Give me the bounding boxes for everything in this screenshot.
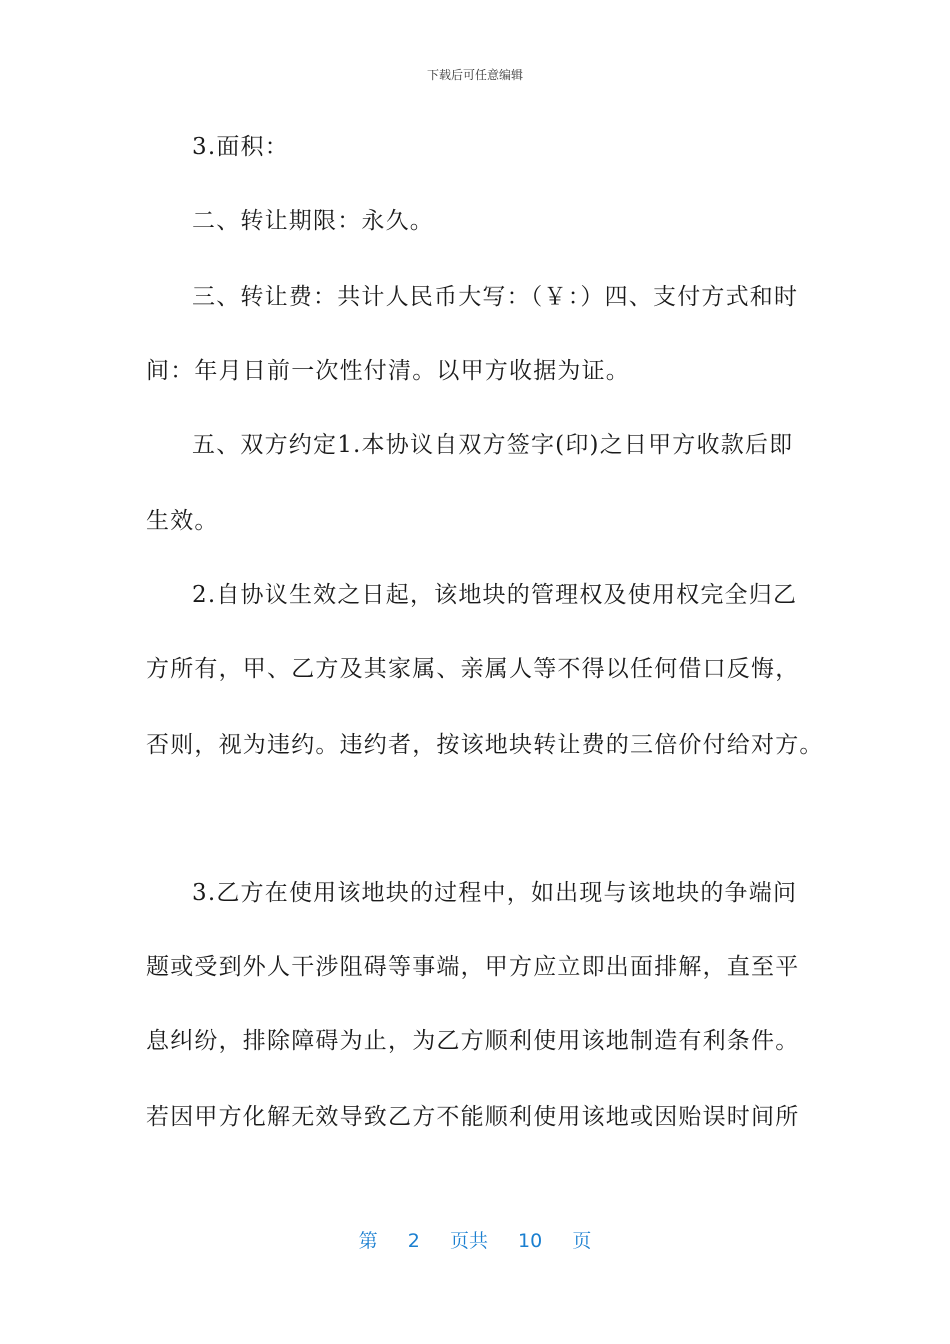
paragraph-line: 间：年月日前一次性付清。以甲方收据为证。 (146, 358, 630, 384)
footer-total-pages: 10 (518, 1230, 543, 1252)
paragraph-line: 二、转让期限：永久。 (192, 208, 434, 234)
footer-label-pages: 页 (572, 1230, 592, 1252)
page-footer (0, 1226, 950, 1253)
paragraph-line: 否则，视为违约。违约者，按该地块转让费的三倍价付给对方。 (146, 732, 824, 758)
paragraph-line: 方所有，甲、乙方及其家属、亲属人等不得以任何借口反悔， (146, 656, 800, 682)
paragraph-line: 题或受到外人干涉阻碍等事端，甲方应立即出面排解，直至平 (146, 954, 800, 980)
paragraph-line: 3.乙方在使用该地块的过程中，如出现与该地块的争端问 (192, 880, 798, 906)
paragraph-line: 五、双方约定1.本协议自双方签字(印)之日甲方收款后即 (192, 432, 794, 458)
paragraph-line: 息纠纷，排除障碍为止，为乙方顺利使用该地制造有利条件。 (146, 1028, 800, 1054)
paragraph-line: 生效。 (146, 508, 219, 534)
paragraph-line: 3.面积： (192, 134, 289, 160)
paragraph-line: 2.自协议生效之日起，该地块的管理权及使用权完全归乙 (192, 582, 798, 608)
paragraph-line: 三、转让费：共计人民币大写：（￥：）四、支付方式和时 (192, 284, 799, 310)
page-header: 下载后可任意编辑 (426, 68, 523, 82)
footer-current-page: 2 (407, 1230, 420, 1252)
footer-label-page: 第 (358, 1230, 378, 1252)
footer-label-of: 页共 (449, 1230, 488, 1252)
paragraph-line: 若因甲方化解无效导致乙方不能顺利使用该地或因贻误时间所 (146, 1104, 800, 1130)
